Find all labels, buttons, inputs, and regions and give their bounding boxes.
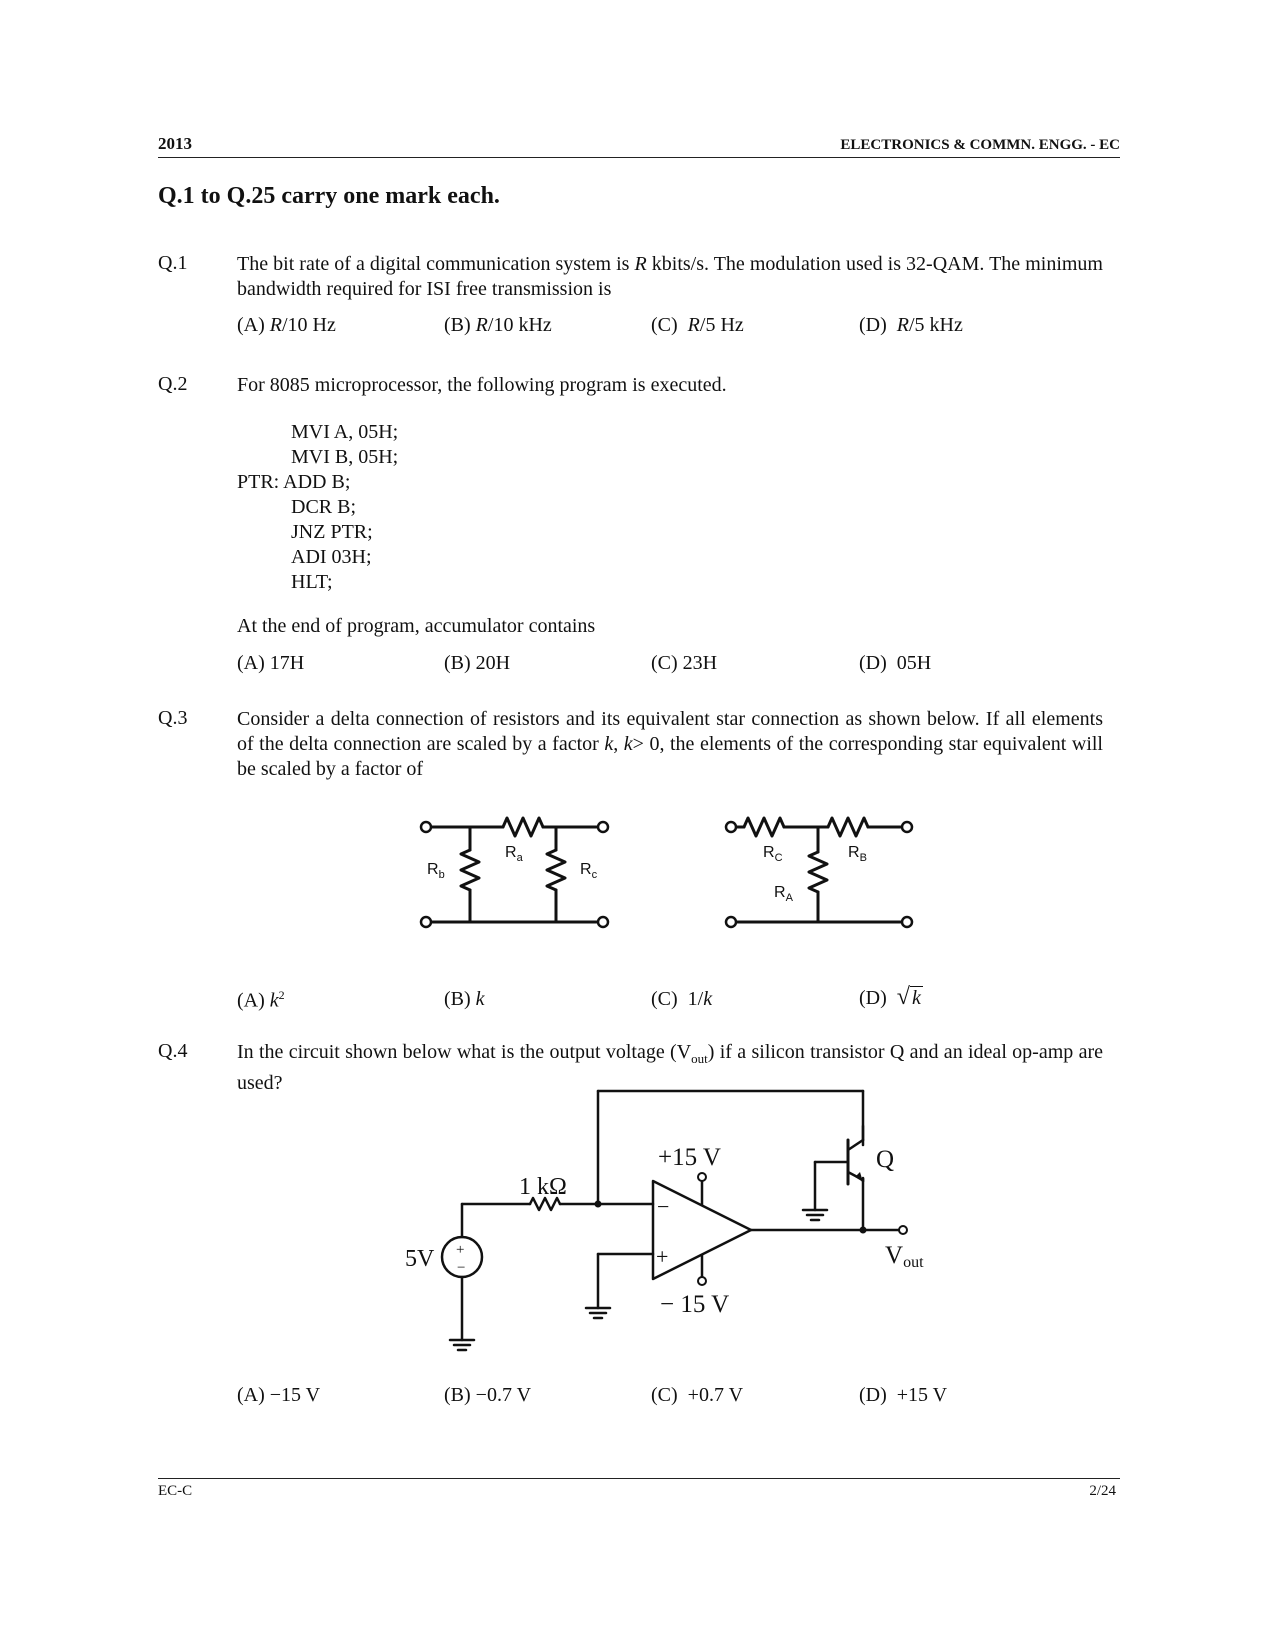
star-resistor-rc [744,818,784,836]
program-code: ADI 03H; [291,546,372,568]
option-label: (B) [444,314,471,336]
supply-terminal [698,1173,706,1181]
star-label-rb: $R_B$ [848,844,867,864]
program-code: HLT; [291,571,333,593]
source-minus-sign: − [457,1260,466,1276]
option-exponent: 2 [278,988,285,1002]
star-terminal [902,822,912,832]
option-label: (D) [859,987,887,1009]
noninverting-input-sign: + [656,1244,669,1269]
option-variable: k [269,989,279,1012]
question-2-prompt: At the end of program, accumulator contains [237,615,596,637]
question-3-option-b[interactable] [444,988,485,1011]
star-terminal [726,822,736,832]
delta-resistor-ra [503,818,543,836]
option-value: 05H [896,652,932,674]
option-value: −0.7 V [475,1384,532,1406]
inverting-input-sign: − [657,1194,670,1219]
junction-dot [595,1201,602,1208]
question-3-option-d[interactable] [859,984,923,1011]
question-3-text-part: Consider a delta connection of resistors and its equivalent star connection as shown below. If all elements of the delta connection are scaled by a factor [237,708,1103,755]
option-label: (C) [651,314,678,336]
footer-rule [158,1478,1120,1479]
source-plus-sign: + [456,1242,465,1258]
option-variable: R [896,314,909,336]
option-value: 17H [269,652,305,674]
option-variable: k [475,988,485,1010]
output-terminal [899,1226,907,1234]
option-value: /5 Hz [699,314,744,336]
star-terminal [902,917,912,927]
delta-resistor-rb [461,850,479,890]
option-label: (A) [237,1384,265,1406]
option-variable: k [911,987,921,1009]
option-value: /10 Hz [281,314,336,336]
delta-terminal [421,917,431,927]
option-label: (A) [237,314,265,336]
footer-code: EC-C [158,1483,193,1499]
option-variable: R [475,314,488,336]
question-3-option-c[interactable] [651,988,712,1011]
option-label: (C) [651,1384,678,1406]
question-4-option-a[interactable] [237,1384,320,1407]
delta-terminal [598,822,608,832]
option-value: +15 V [896,1384,948,1406]
option-label: (B) [444,988,471,1010]
question-4-text-part: ) if a silicon transistor Q and an ideal op-amp are used? [237,1041,1104,1094]
option-value: /5 kHz [908,314,963,336]
option-label: (B) [444,652,471,674]
question-3-variable: k [604,733,614,755]
question-3-variable: k [623,733,633,755]
negative-supply-label: − 15 V [660,1291,730,1318]
program-label: PTR: [237,471,280,493]
star-label-rc: $R_C$ [763,844,783,864]
delta-label-ra: $R_a$ [505,844,523,864]
header-subject: ELECTRONICS & COMMN. ENGG. - EC [840,137,1120,153]
section-title: Q.1 to Q.25 carry one mark each. [158,183,500,209]
option-value: /10 kHz [487,314,552,336]
transistor-label: Q [876,1146,895,1173]
question-4-number: Q.4 [158,1040,188,1062]
junction-dot [860,1227,867,1234]
option-variable: R [269,314,282,336]
program-code: MVI B, 05H; [291,446,399,468]
option-value: 20H [475,652,511,674]
delta-label-rb: $R_b$ [427,861,445,881]
question-3-text-part: , [613,733,624,755]
question-1-number: Q.1 [158,252,188,274]
delta-resistor-rc [547,850,565,890]
supply-terminal [698,1277,706,1285]
option-value: −15 V [269,1384,321,1406]
option-label: (A) [237,989,265,1012]
question-4-text [237,1040,1103,1096]
question-2-text: For 8085 microprocessor, the following program is executed. [237,374,727,396]
option-prefix: 1/ [687,988,704,1010]
question-4-option-b[interactable] [444,1384,531,1407]
option-label: (D) [859,314,887,336]
delta-label-rc: $R_c$ [580,861,598,881]
program-code: MVI A, 05H; [291,421,399,443]
vout-label: Vout [885,1242,924,1271]
option-label: (C) [651,988,678,1010]
star-resistor-rb [828,818,868,836]
option-variable: k [703,988,713,1010]
program-code: JNZ PTR; [291,521,373,543]
resistor-label: 1 kΩ [519,1174,567,1200]
question-3-option-a[interactable] [237,988,285,1013]
delta-terminal [421,822,431,832]
question-3-number: Q.3 [158,707,188,729]
option-label: (B) [444,1384,471,1406]
footer-page-number: 2/24 [1089,1483,1116,1499]
source-label: 5V [405,1246,435,1272]
star-label-ra: $R_A$ [774,884,793,904]
positive-supply-label: +15 V [658,1144,721,1171]
option-variable: R [687,314,700,336]
option-label: (D) [859,1384,887,1406]
header-year: 2013 [158,134,192,153]
question-4-text-part: In the circuit shown below what is the output voltage (V [237,1041,692,1063]
question-3-text-part: > 0, the elements of the corresponding star equivalent will be scaled by a factor of [237,733,1103,780]
option-label: (C) [651,652,678,674]
star-terminal [726,917,736,927]
option-value: 23H [682,652,718,674]
option-value: +0.7 V [687,1384,744,1406]
question-4-subscript: out [691,1051,708,1066]
star-resistor-ra [809,852,827,892]
option-label: (A) [237,652,265,674]
question-4-option-d[interactable] [859,1384,947,1407]
question-4-option-c[interactable] [651,1384,743,1407]
question-1-text-part: The bit rate of a digital communication system is [237,253,635,275]
question-1-text-part: kbits/s. The modulation used is 32-QAM. The minimum bandwidth required for ISI free transmission is [237,253,1103,300]
question-1-variable: R [634,253,647,275]
sqrt-icon: √ [896,984,910,1010]
question-2-number: Q.2 [158,373,188,395]
option-label: (D) [859,652,887,674]
program-code: DCR B; [291,496,357,518]
program-code: ADD B; [283,471,351,493]
delta-terminal [598,917,608,927]
